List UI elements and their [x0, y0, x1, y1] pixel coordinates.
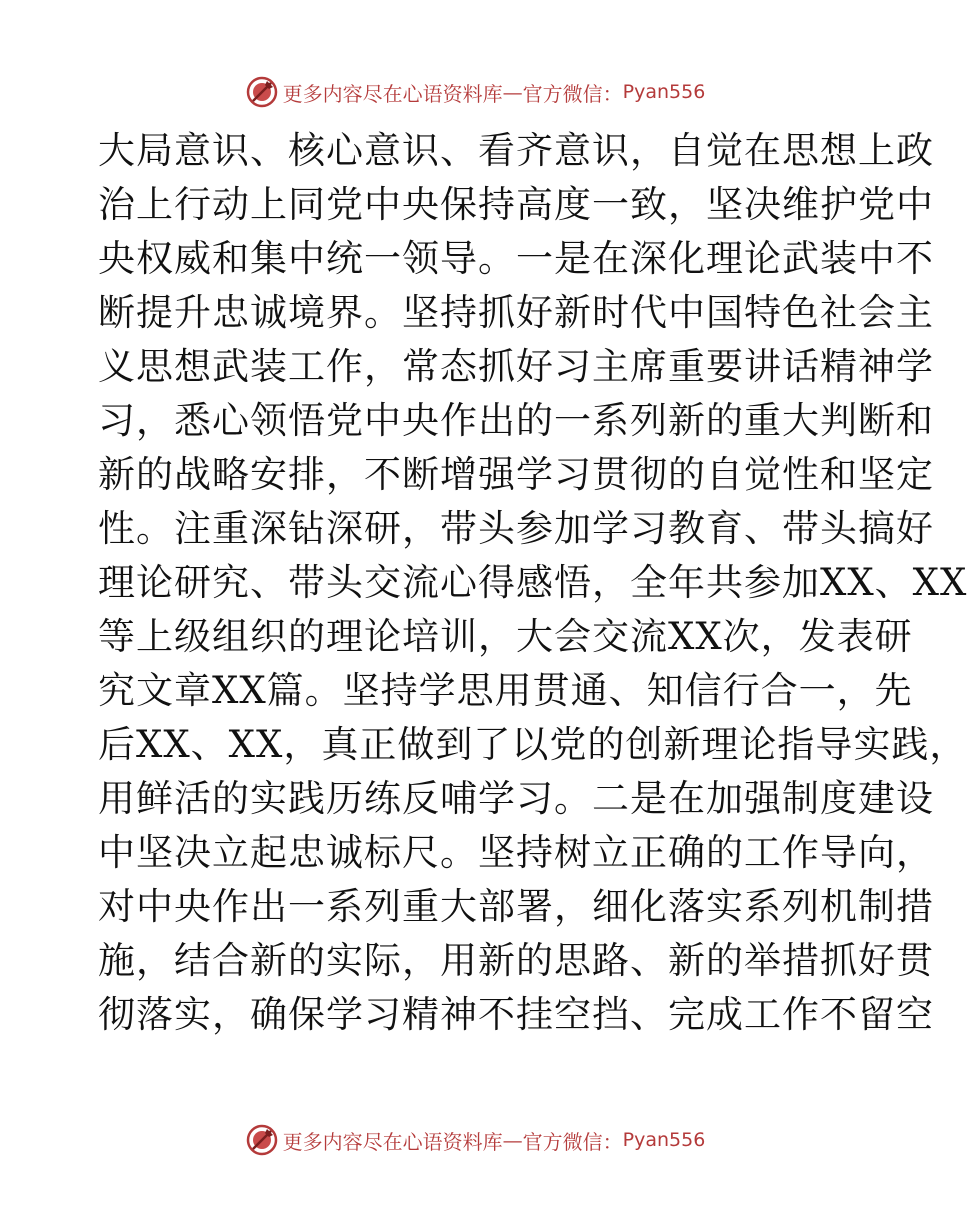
header-watermark-banner — [0, 72, 950, 112]
body-text-line: 施，结合新的实际，用新的思路、新的举措抓好贯 — [98, 939, 934, 982]
banner-slogan: 更多内容尽在心语资料库 — [282, 1129, 503, 1154]
body-text-line: 彻落实，确保学习精神不挂空挡、完成工作不留空 — [98, 993, 934, 1036]
body-text-line: 大局意识、核心意识、看齐意识，自觉在思想上政 — [98, 129, 934, 172]
body-text-line: 断提升忠诚境界。坚持抓好新时代中国特色社会主 — [98, 291, 934, 334]
body-text-line: 中坚决立起忠诚标尺。坚持树立正确的工作导向， — [98, 831, 934, 874]
banner-account-label: 官方微信： — [522, 81, 623, 106]
body-text-line: 性。注重深钻深研，带头参加学习教育、带头搞好 — [98, 507, 934, 550]
body-text-line: 央权威和集中统一领导。一是在深化理论武装中不 — [98, 237, 934, 280]
banner-account-id: Pyan556 — [622, 81, 706, 103]
banner-account-label: 官方微信： — [522, 1129, 623, 1154]
body-text-line: 理论研究、带头交流心得感悟，全年共参加XX、XX — [98, 561, 967, 604]
body-text-line: 义思想武装工作，常态抓好习主席重要讲话精神学 — [98, 345, 934, 388]
body-text-line: 究文章XX篇。坚持学思用贯通、知信行合一，先 — [98, 669, 913, 712]
footer-watermark-banner — [0, 1120, 950, 1160]
quill-pen-seal-icon — [245, 75, 279, 109]
body-text-line: 用鲜活的实践历练反哺学习。二是在加强制度建设 — [98, 777, 934, 820]
body-text-line: 新的战略安排，不断增强学习贯彻的自觉性和坚定 — [98, 453, 934, 496]
banner-separator: — — [502, 80, 523, 104]
body-text-line: 等上级组织的理论培训，大会交流XX次，发表研 — [98, 615, 913, 658]
body-text-line: 对中央作出一系列重大部署，细化落实系列机制措 — [98, 885, 934, 928]
document-body — [98, 124, 967, 1042]
banner-slogan: 更多内容尽在心语资料库 — [282, 81, 503, 106]
quill-pen-seal-icon — [245, 1123, 279, 1157]
body-text-line: 习，悉心领悟党中央作出的一系列新的重大判断和 — [98, 399, 934, 442]
body-text-line: 治上行动上同党中央保持高度一致，坚决维护党中 — [98, 183, 934, 226]
banner-separator: — — [502, 1128, 523, 1152]
body-text-line: 后XX、XX，真正做到了以党的创新理论指导实践， — [98, 723, 967, 766]
banner-account-id: Pyan556 — [622, 1129, 706, 1151]
